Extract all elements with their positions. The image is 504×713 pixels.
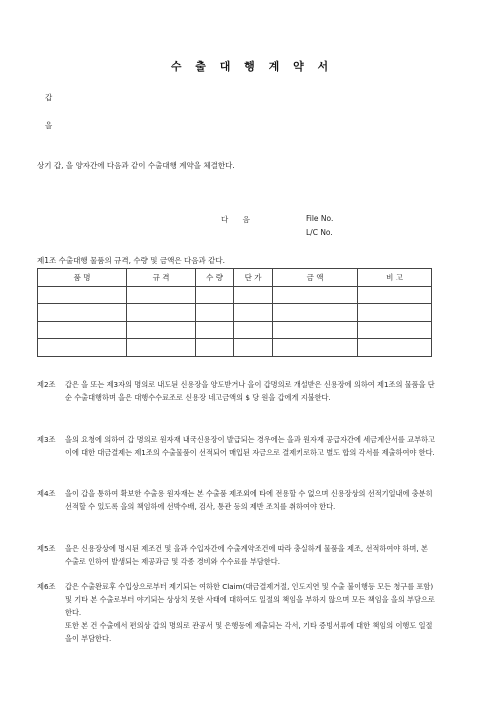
table-cell: [38, 321, 127, 339]
article-5: [37, 542, 437, 568]
article-6: [37, 580, 437, 645]
table-cell: [234, 321, 273, 339]
article-number: 제6조: [37, 582, 56, 591]
article-text-continued: 또한 본 건 수출에서 편의상 갑의 명의로 관공서 및 은행등에 제출되는 각서, 기타 증빙서류에 대한 책임의 이행도 일절 을이 부담한다.: [65, 621, 433, 643]
table-cell: [358, 339, 432, 357]
table-cell: [358, 286, 432, 304]
table-cell: [196, 286, 234, 304]
article-text: 을은 신용장상에 명시된 제조건 및 을과 수입자간에 수출계약조건에 따라 충실하게 물품을 제조, 선적하여야 하며, 본 수출로 인하여 발생되는 제공과금 및 각종 경비와 수수료를 부담한다.: [65, 544, 428, 566]
file-no-label: File No.: [306, 214, 334, 223]
col-header-remarks: 비 고: [358, 269, 432, 287]
article-text: 을이 갑을 통하여 확보한 수출용 원자재는 본 수출품 제조외에 타에 전용할 수 없으며 신용장상의 선적기일내에 충분히 선적할 수 있도록 을의 책임하에 선박수배, 검사, 통관 등의 제반 조치를 취하여야 한다.: [65, 489, 433, 511]
table-cell: [273, 286, 358, 304]
table-cell: [38, 339, 127, 357]
article-1: 제1조 수출대행 물품의 규격, 수량 및 금액은 다음과 같다.: [37, 256, 226, 265]
table-row: [38, 321, 432, 339]
table-cell: [38, 286, 127, 304]
table-cell: [358, 304, 432, 322]
col-header-spec: 규 격: [127, 269, 196, 287]
table-row: [38, 286, 432, 304]
table-row: [38, 304, 432, 322]
table-cell: [127, 304, 196, 322]
article-4: [37, 487, 437, 513]
table-cell: [273, 321, 358, 339]
article-3: [37, 433, 437, 459]
table-cell: [196, 339, 234, 357]
article-text: 갑은 을 또는 제3자의 명의로 내도된 신용장을 양도받거나 을이 갑명의로 개설받은 신용장에 의하여 제1조의 물품을 단순 수출대행하며 을은 대행수수료조로 신용장 네고금액의 $ 당 원을 갑에게 지불한다.: [65, 380, 435, 402]
items-table: [37, 268, 432, 357]
table-cell: [127, 321, 196, 339]
article-2: [37, 378, 437, 404]
table-header-row: [38, 269, 432, 287]
lc-no-label: L/C No.: [306, 228, 333, 237]
col-header-amount: 금 액: [273, 269, 358, 287]
intro-text: 상기 갑, 을 양자간에 다음과 같이 수출대행 계약을 체결한다.: [37, 161, 235, 170]
table-cell: [234, 304, 273, 322]
article-number: 제3조: [37, 435, 56, 444]
table-cell: [127, 286, 196, 304]
article-number: 제2조: [37, 380, 56, 389]
table-cell: [196, 321, 234, 339]
document-title: 수 출 대 행 계 약 서: [170, 60, 334, 73]
col-header-item-name: 품 명: [38, 269, 127, 287]
col-header-quantity: 수 량: [196, 269, 234, 287]
table-cell: [273, 339, 358, 357]
article-text: 갑은 수출완료후 수입상으로부터 제기되는 여하한 Claim(대금결제거절, 인도지연 및 수출 불이행등 모든 청구를 포함) 및 기타 본 수출로부터 야기되는 상상치 못한 사태에 대하여도 일절의 책임을 부하지 않으며 모든 책임을 을의 부담으로 한다.: [65, 582, 435, 617]
table-cell: [358, 321, 432, 339]
table-cell: [234, 339, 273, 357]
table-row: [38, 339, 432, 357]
table-cell: [127, 339, 196, 357]
header-label: 다 음: [221, 215, 256, 224]
party-b-label: 을: [45, 121, 53, 130]
article-number: 제4조: [37, 489, 56, 498]
col-header-unit-price: 단 가: [234, 269, 273, 287]
party-a-label: 갑: [45, 93, 53, 102]
table-cell: [273, 304, 358, 322]
table-cell: [38, 304, 127, 322]
table-cell: [234, 286, 273, 304]
article-number: 제5조: [37, 544, 56, 553]
table-cell: [196, 304, 234, 322]
article-text: 을의 요청에 의하여 갑 명의로 원자재 내국신용장이 발급되는 경우에는 을과 원자재 공급자간에 세금계산서를 교부하고 이에 대한 대금결제는 제1조의 수출물품이 선적되어 매입된 자금으로 결제키로하고 별도 합의 각서를 제출하여야 한다.: [65, 435, 435, 457]
